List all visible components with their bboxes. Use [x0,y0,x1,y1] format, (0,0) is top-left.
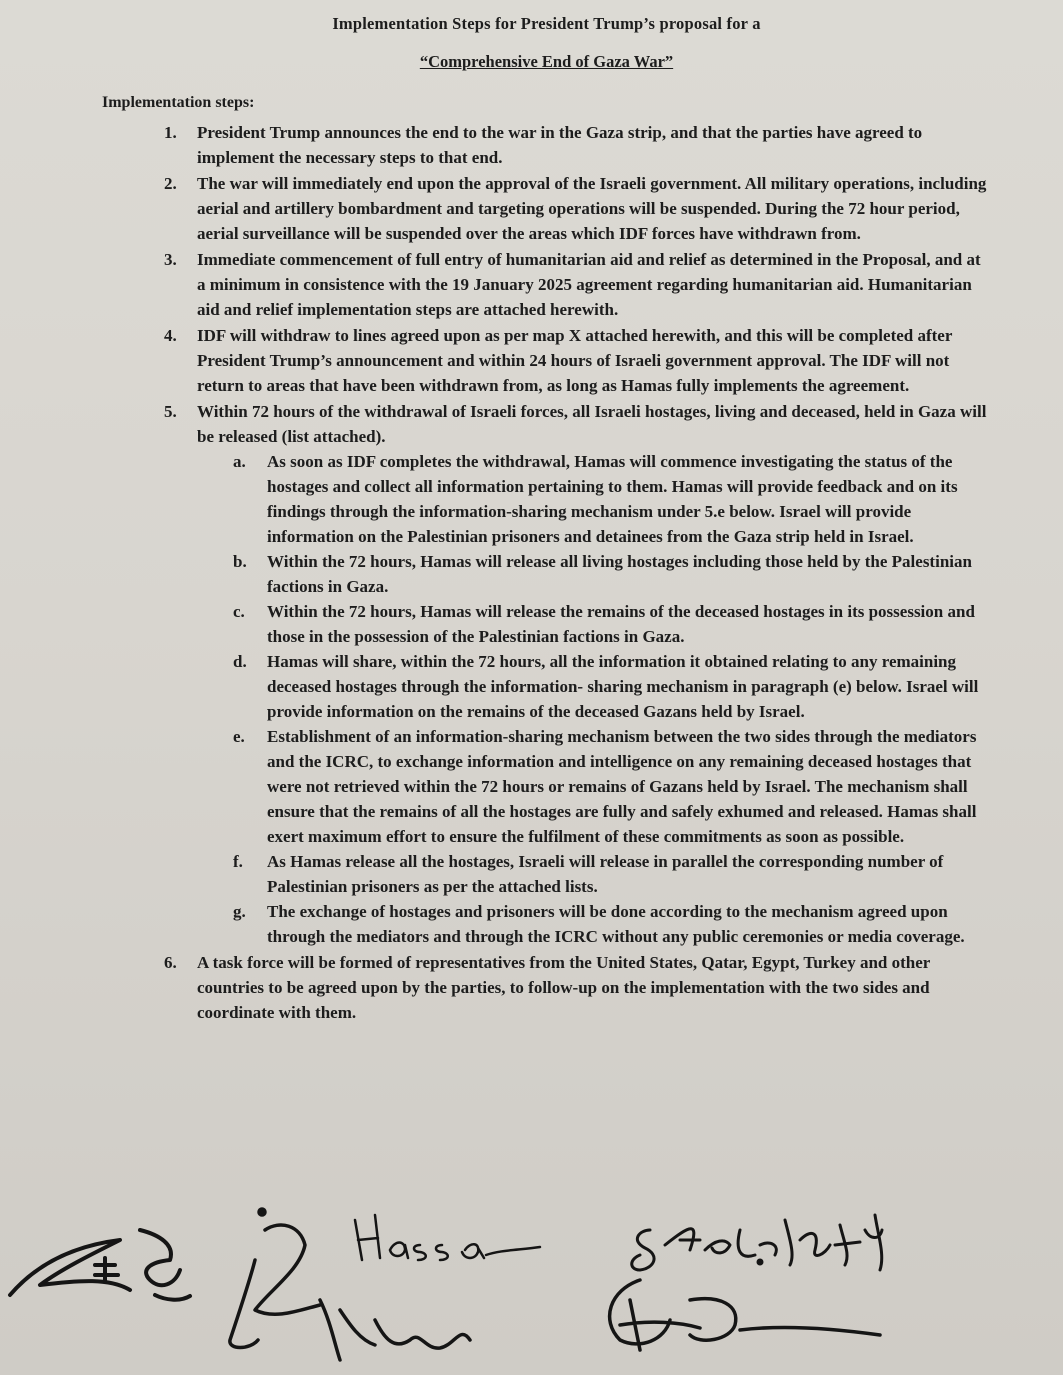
steps-list [100,120,993,1025]
sub-step-letter: c. [233,602,245,621]
sub-step-letter: b. [233,552,247,571]
signature-5 [610,1280,880,1350]
step-number: 1. [164,123,177,142]
sub-steps-list [197,449,993,949]
list-item [100,950,993,1025]
sub-list-item [197,649,993,724]
signature-3 [355,1215,540,1260]
step-text: A task force will be formed of representatives from the United States, Qatar, Egypt, Turkey and other countries to be agreed upon by the parties, to follow-up on the implementation with the two sides and coordinate with them. [197,953,931,1022]
list-item [100,323,993,398]
sub-step-text: Within the 72 hours, Hamas will release the remains of the deceased hostages in its possession and those in the possession of the Palestinian factions in Gaza. [267,602,975,646]
sub-step-text: Establishment of an information-sharing mechanism between the two sides through the mediators and the ICRC, to exchange information and intelligence on any remaining deceased hostages that were not retrieved within the 72 hours or remains of Gazans held by Israel. The mechanism shall ensure that the remains of all the hostages are fully and safely exhumed and released. Hamas shall exert maximum effort to ensure the fulfilment of these commitments as soon as possible. [267,727,977,846]
sub-step-letter: a. [233,452,246,471]
sub-step-letter: e. [233,727,245,746]
sub-list-item [197,549,993,599]
sub-list-item [197,599,993,649]
list-item [100,171,993,246]
signature-1 [10,1230,190,1300]
sub-list-item [197,849,993,899]
step-text: The war will immediately end upon the approval of the Israeli government. All military operations, including aerial and artillery bombardment and targeting operations will be suspended. During the 72 hour period, aerial surveillance will be suspended over the areas which IDF forces have withdrawn from. [197,174,987,243]
step-text: Within 72 hours of the withdrawal of Israeli forces, all Israeli hostages, living and deceased, held in Gaza will be released (list attached). [197,402,987,446]
sub-list-item [197,899,993,949]
section-heading: Implementation steps: [102,94,255,111]
step-number: 4. [164,326,177,345]
sub-list-item [197,724,993,849]
signature-4 [632,1215,882,1270]
sub-step-text: As soon as IDF completes the withdrawal, Hamas will commence investigating the status of the hostages and collect all information pertaining to them. Hamas will provide feedback and on its findings through the information-sharing mechanism under 5.e below. Israel will provide information on the Palestinian prisoners and detainees from the Gaza strip held in Israel. [267,452,958,546]
step-text: President Trump announces the end to the war in the Gaza strip, and that the parties have agreed to implement the necessary steps to that end. [197,123,923,167]
list-item [100,120,993,170]
step-text: Immediate commencement of full entry of humanitarian aid and relief as determined in the Proposal, and at a minimum in consistence with the 19 January 2025 agreement regarding humanitarian aid. Humanitarian aid and relief implementation steps are attached herewith. [197,250,981,319]
sub-step-letter: g. [233,902,246,921]
sub-step-letter: f. [233,852,243,871]
sub-step-letter: d. [233,652,247,671]
step-number: 6. [164,953,177,972]
sub-step-text: As Hamas release all the hostages, Israeli will release in parallel the corresponding number of Palestinian prisoners as per the attached lists. [267,852,944,896]
signature-2 [230,1209,470,1360]
list-item [100,399,993,949]
signatures-graphic [0,1200,1063,1375]
sub-step-text: Hamas will share, within the 72 hours, all the information it obtained relating to any remaining deceased hostages through the information- sharing mechanism in paragraph (e) below. Israel will provide information on the remains of the deceased Gazans held by Israel. [267,652,979,721]
document-title: Implementation Steps for President Trump’s proposal for a [332,14,761,33]
step-number: 2. [164,174,177,193]
list-item [100,247,993,322]
document-subtitle: “Comprehensive End of Gaza War” [419,52,674,71]
sub-list-item [197,449,993,549]
sub-step-text: The exchange of hostages and prisoners will be done according to the mechanism agreed upon through the mediators and through the ICRC without any public ceremonies or media coverage. [267,902,965,946]
sub-step-text: Within the 72 hours, Hamas will release all living hostages including those held by the Palestinian factions in Gaza. [267,552,972,596]
step-text: IDF will withdraw to lines agreed upon as per map X attached herewith, and this will be completed after President Trump’s announcement and within 24 hours of Israeli government approval. The IDF will not return to areas that have been withdrawn from, as long as Hamas fully implements the agreement. [197,326,953,395]
step-number: 5. [164,402,177,421]
signatures-area [0,1200,1063,1375]
step-number: 3. [164,250,177,269]
